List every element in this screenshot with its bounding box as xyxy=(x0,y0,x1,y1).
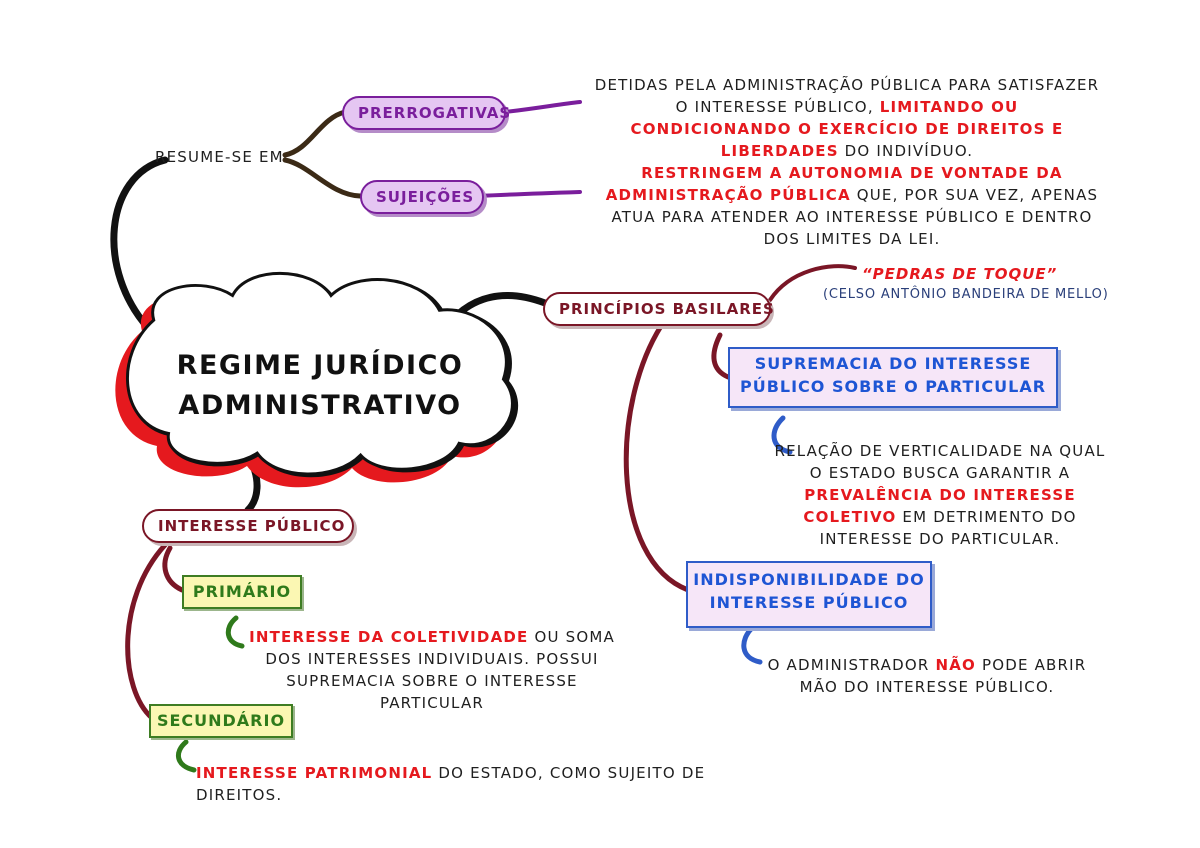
link-resume-sujeicoes xyxy=(285,160,360,196)
interesse-publico-tag xyxy=(142,509,354,543)
sujeicoes-text xyxy=(592,162,1112,250)
interesse-publico-label: INTERESSE PÚBLICO xyxy=(158,517,346,535)
supremacia-text-highlight: PREVALÊNCIA DO INTERESSE COLETIVO xyxy=(803,486,1076,526)
primario-text xyxy=(232,626,632,714)
indisponibilidade-label-line1: INDISPONIBILIDADE DO xyxy=(693,570,925,589)
supremacia-text-pre: RELAÇÃO DE VERTICALIDADE NA QUAL O ESTADO BUSCA GARANTIR A xyxy=(774,442,1106,482)
prerrogativas-text-highlight: LIMITANDO OU CONDICIONANDO O EXERCÍCIO DE DIREITOS E LIBERDADES xyxy=(630,98,1064,160)
resume-label: RESUME-SE EM xyxy=(155,148,284,166)
supremacia-label-line2: PÚBLICO SOBRE O PARTICULAR xyxy=(739,377,1047,396)
sujeicoes-label: SUJEIÇÕES xyxy=(376,188,475,206)
indisponibilidade-text-post: PODE ABRIR MÃO DO INTERESSE PÚBLICO. xyxy=(799,656,1087,696)
sujeicoes-text-post: QUE, POR SUA VEZ, APENAS ATUA PARA ATENDER AO INTERESSE PÚBLICO E DENTRO DOS LIMITES DA LEI. xyxy=(611,186,1099,248)
prerrogativas-label: PRERROGATIVAS xyxy=(358,104,512,122)
principios-label: PRINCÍPIOS BASILARES xyxy=(559,300,775,318)
quote-author: (CELSO ANTÔNIO BANDEIRA DE MELLO) xyxy=(823,287,1109,302)
link-principios-indisp xyxy=(626,320,688,590)
secundario-text-post: DO ESTADO, COMO SUJEITO DE DIREITOS. xyxy=(196,764,706,804)
central-title xyxy=(140,346,500,426)
prerrogativas-tag xyxy=(342,96,512,130)
link-resume-prerrogativas xyxy=(285,112,345,155)
supremacia-text xyxy=(770,440,1110,550)
supremacia-label-line1: SUPREMACIA DO INTERESSE xyxy=(754,354,1032,373)
link-principios-suprem xyxy=(714,335,728,377)
indisponibilidade-text-highlight: NÃO xyxy=(935,656,976,674)
principios-tag xyxy=(543,292,775,326)
link-interesse-secundario xyxy=(128,545,165,718)
prerrogativas-text xyxy=(592,74,1102,162)
secundario-box xyxy=(149,704,293,738)
secundario-text xyxy=(196,762,796,806)
pedras-de-toque-quote: “PEDRAS DE TOQUE” xyxy=(862,265,1058,283)
prerrogativas-text-pre: DETIDAS PELA ADMINISTRAÇÃO PÚBLICA PARA SATISFAZER O INTERESSE PÚBLICO, xyxy=(594,76,1100,116)
central-title-text: REGIME JURÍDICO ADMINISTRATIVO xyxy=(176,350,464,421)
primario-box xyxy=(182,575,302,609)
sujeicoes-text-highlight: RESTRINGEM A AUTONOMIA DE VONTADE DA ADMINISTRAÇÃO PÚBLICA xyxy=(605,164,1063,204)
bracket-secundario xyxy=(178,742,194,770)
primario-text-highlight: INTERESSE DA COLETIVIDADE xyxy=(249,628,529,646)
link-interesse-primario xyxy=(165,548,182,590)
indisponibilidade-text xyxy=(752,654,1102,698)
prerrogativas-text-post: DO INDIVÍDUO. xyxy=(838,142,974,160)
indisponibilidade-label-line2: INTERESSE PÚBLICO xyxy=(709,593,909,612)
primario-text-post: OU SOMA DOS INTERESSES INDIVIDUAIS. POSSUI SUPREMACIA SOBRE O INTERESSE PARTICULAR xyxy=(265,628,615,712)
secundario-label: SECUNDÁRIO xyxy=(156,711,286,730)
secundario-text-highlight: INTERESSE PATRIMONIAL xyxy=(196,764,433,782)
link-sujeicoes-text xyxy=(478,192,580,196)
supremacia-box xyxy=(728,347,1058,408)
supremacia-text-post: EM DETRIMENTO DO INTERESSE DO PARTICULAR. xyxy=(819,508,1077,548)
sujeicoes-tag xyxy=(360,180,484,214)
indisponibilidade-text-pre: O ADMINISTRADOR xyxy=(767,656,936,674)
primario-label: PRIMÁRIO xyxy=(192,582,292,601)
indisponibilidade-box xyxy=(686,561,932,628)
link-prerrogativas-text xyxy=(505,102,580,112)
